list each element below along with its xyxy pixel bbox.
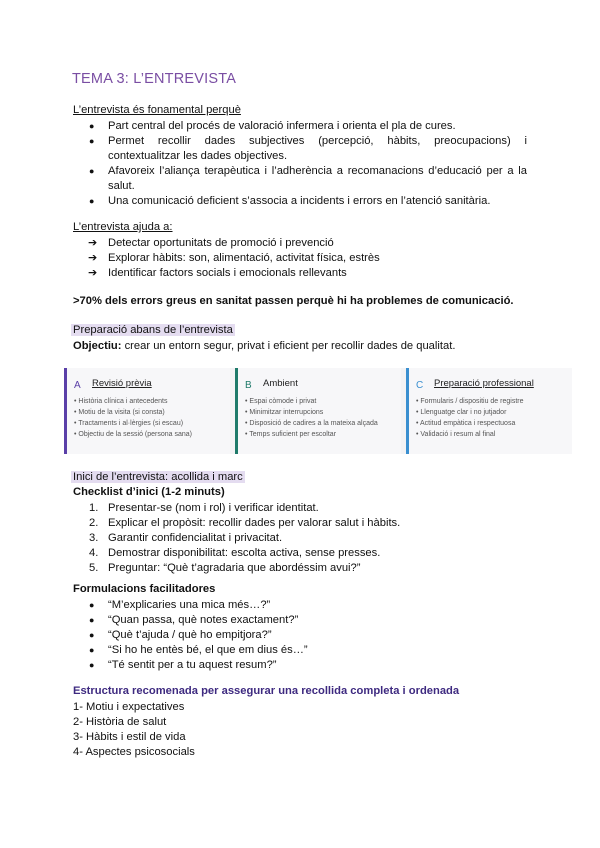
bullet-icon: ● [89, 121, 95, 131]
importance-list [89, 119, 527, 209]
list-item: 4- Aspectes psicosocials [73, 746, 195, 758]
card-line: • Motiu de la visita (si consta) [74, 409, 165, 416]
list-item: 2- Història de salut [73, 716, 167, 728]
card-line: • Actitud empàtica i respectuosa [416, 420, 516, 427]
list-item: 5. Preguntar: “Què t’agradaria que abordéssim avui?” [89, 562, 361, 574]
arrow-icon: ➔ [88, 237, 98, 249]
prep-heading: Preparació abans de l’entrevista [73, 324, 233, 336]
card-letter: B [245, 380, 252, 391]
list-item: 4. Demostrar disponibilitat: escolta activa, sense presses. [89, 547, 381, 559]
card-line: • Formularis / dispositiu de registre [416, 398, 524, 405]
list-item: ● “Té sentit per a tu aquest resum?” [89, 659, 277, 671]
page-title: TEMA 3: L’ENTREVISTA [72, 71, 237, 87]
card-line: • Temps suficient per escoltar [245, 431, 337, 438]
bullet-icon: ● [89, 136, 95, 146]
list-item: ● “Si ho he entès bé, el que em dius és…” [89, 644, 308, 656]
list-item: ● Afavoreix l’aliança terapèutica i l’adherència a recomanacions d’educació per a la salut. [89, 165, 527, 192]
inici-heading: Inici de l’entrevista: acollida i marc [73, 471, 243, 483]
list-item: ➔ Explorar hàbits: son, alimentació, activitat física, estrès [88, 252, 380, 264]
card-line: • Validació i resum al final [416, 431, 496, 438]
card-title: Revisió prèvia [92, 378, 152, 389]
arrow-icon: ➔ [88, 267, 98, 279]
card-letter: C [416, 380, 424, 391]
card-accent-bar [406, 368, 409, 454]
bullet-icon: ● [89, 600, 95, 610]
bullet-icon: ● [89, 630, 95, 640]
objective-text: crear un entorn segur, privat i eficient per recollir dades de qualitat. [121, 340, 456, 352]
bullet-icon: ● [89, 196, 95, 206]
preparation-cards [64, 368, 572, 454]
card-title: Ambient [263, 378, 298, 389]
arrow-icon: ➔ [88, 252, 98, 264]
card-line: • Minimitzar interrupcions [245, 409, 324, 416]
card-letter: A [74, 380, 81, 391]
bullet-icon: ● [89, 645, 95, 655]
card-line: • Espai còmode i privat [245, 398, 317, 405]
section-heading-helps: L’entrevista ajuda a: [73, 221, 173, 233]
list-item: 3- Hàbits i estil de vida [73, 731, 186, 743]
card-accent-bar [235, 368, 238, 454]
list-item: ➔ Detectar oportunitats de promoció i prevenció [88, 237, 334, 249]
card-line: • Història clínica i antecedents [74, 398, 168, 405]
list-item: ● “Què t’ajuda / què ho empitjora?” [89, 629, 272, 641]
card-review [64, 368, 230, 454]
card-accent-bar [64, 368, 67, 454]
helps-list [88, 236, 528, 281]
list-item: 1. Presentar-se (nom i rol) i verificar identitat. [89, 502, 319, 514]
bullet-icon: ● [89, 660, 95, 670]
list-item: ➔ Identificar factors socials i emocionals rellevants [88, 267, 347, 279]
card-line: • Llenguatge clar i no jutjador [416, 409, 507, 416]
checklist-steps [89, 501, 528, 576]
list-item: 1- Motiu i expectatives [73, 701, 185, 713]
card-professional [406, 368, 572, 454]
list-item: ● Permet recollir dades subjectives (percepció, hàbits, preocupacions) i contextualitzar les dades objectives. [89, 135, 527, 162]
prep-objective [73, 340, 455, 352]
stat-statement: >70% dels errors greus en sanitat passen perquè hi ha problemes de comunicació. [73, 295, 514, 307]
card-line: • Objectiu de la sessió (persona sana) [74, 431, 193, 438]
card-line: • Disposició de cadires a la mateixa alçada [245, 420, 378, 427]
list-item: ● “Quan passa, què notes exactament?” [89, 614, 299, 626]
list-item: ● Part central del procés de valoració infermera i orienta el pla de cures. [89, 120, 456, 132]
section-heading-importance: L’entrevista és fonamental perquè [73, 104, 241, 116]
list-item: ● Una comunicació deficient s’associa a incidents i errors en l’atenció sanitària. [89, 195, 491, 207]
bullet-icon: ● [89, 166, 95, 176]
list-item: 3. Garantir confidencialitat i privacitat. [89, 532, 283, 544]
facilitadores-heading: Formulacions facilitadores [73, 583, 216, 595]
list-item: 2. Explicar el propòsit: recollir dades per valorar salut i hàbits. [89, 517, 401, 529]
list-item: ● “M’explicaries una mica més…?” [89, 599, 271, 611]
objective-label: Objectiu: [73, 340, 122, 352]
estructura-heading: Estructura recomenada per assegurar una recollida completa i ordenada [73, 685, 460, 697]
card-environment [235, 368, 401, 454]
facilitadores-list [89, 598, 528, 673]
checklist-title: Checklist d’inici (1-2 minuts) [73, 486, 225, 498]
card-title: Preparació professional [434, 378, 534, 389]
card-line: • Tractaments i al·lèrgies (si escau) [74, 420, 184, 427]
bullet-icon: ● [89, 615, 95, 625]
